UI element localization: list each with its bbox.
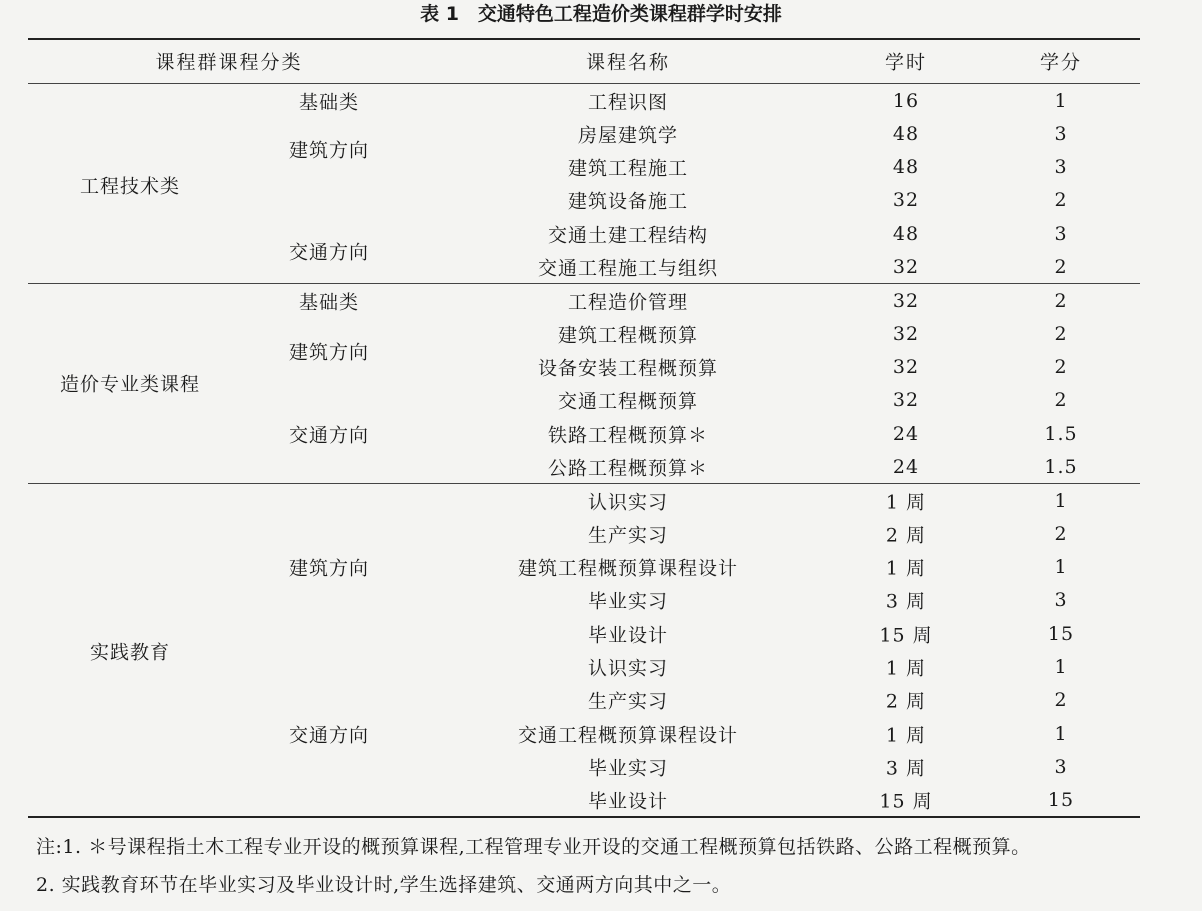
course-name-cell: 设备安装工程概预算 bbox=[537, 357, 719, 380]
hours-cell: 1 周 bbox=[885, 491, 927, 514]
course-name-cell: 毕业实习 bbox=[587, 590, 669, 613]
course-name-cell: 交通工程概预算 bbox=[557, 390, 699, 413]
credits-cell: 1.5 bbox=[1044, 423, 1078, 445]
course-name-cell: 工程造价管理 bbox=[567, 291, 689, 314]
hours-cell: 2 周 bbox=[885, 690, 927, 713]
bottom-rule bbox=[28, 816, 1140, 818]
group-label-practice-education: 实践教育 bbox=[89, 641, 171, 664]
credits-cell: 1 bbox=[1054, 556, 1068, 578]
hours-cell: 16 bbox=[892, 90, 920, 112]
hours-cell: 32 bbox=[892, 356, 920, 378]
hours-cell: 15 周 bbox=[879, 624, 933, 647]
table-note-2: 2. 实践教育环节在毕业实习及毕业设计时,学生选择建筑、交通两方向其中之一。 bbox=[36, 874, 732, 896]
course-name-cell: 房屋建筑学 bbox=[577, 124, 679, 147]
subgroup-label-transport: 交通方向 bbox=[288, 724, 370, 747]
credits-cell: 2 bbox=[1054, 689, 1068, 711]
credits-cell: 3 bbox=[1054, 223, 1068, 245]
hours-cell: 32 bbox=[892, 389, 920, 411]
credits-cell: 2 bbox=[1054, 189, 1068, 211]
top-rule bbox=[28, 38, 1140, 40]
course-name-cell: 工程识图 bbox=[587, 91, 669, 114]
credits-cell: 1 bbox=[1054, 723, 1068, 745]
course-name-cell: 生产实习 bbox=[587, 524, 669, 547]
credits-cell: 3 bbox=[1054, 756, 1068, 778]
hours-cell: 1 周 bbox=[885, 557, 927, 580]
table-note-1: 注:1. ＊号课程指土木工程专业开设的概预算课程,工程管理专业开设的交通工程概预算包括铁路、公路工程概预算。 bbox=[36, 836, 1031, 858]
group-label-cost-specialty: 造价专业类课程 bbox=[59, 373, 201, 396]
subgroup-label-transport: 交通方向 bbox=[288, 424, 370, 447]
hours-cell: 32 bbox=[892, 290, 920, 312]
group-label-engineering-technology: 工程技术类 bbox=[79, 175, 181, 198]
subgroup-label-building: 建筑方向 bbox=[288, 341, 370, 364]
hours-cell: 48 bbox=[892, 123, 920, 145]
header-hours: 学时 bbox=[884, 51, 928, 74]
credits-cell: 3 bbox=[1054, 589, 1068, 611]
credits-cell: 2 bbox=[1054, 389, 1068, 411]
credits-cell: 2 bbox=[1054, 523, 1068, 545]
credits-cell: 1.5 bbox=[1044, 456, 1078, 478]
hours-cell: 32 bbox=[892, 189, 920, 211]
subgroup-label-building: 建筑方向 bbox=[288, 557, 370, 580]
credits-cell: 2 bbox=[1054, 356, 1068, 378]
course-name-cell: 毕业实习 bbox=[587, 757, 669, 780]
hours-cell: 32 bbox=[892, 256, 920, 278]
hours-cell: 15 周 bbox=[879, 790, 933, 813]
credits-cell: 2 bbox=[1054, 323, 1068, 345]
course-name-cell: 交通土建工程结构 bbox=[547, 224, 709, 247]
hours-cell: 48 bbox=[892, 156, 920, 178]
hours-cell: 1 周 bbox=[885, 724, 927, 747]
credits-cell: 1 bbox=[1054, 490, 1068, 512]
header-category: 课程群课程分类 bbox=[155, 51, 303, 74]
header-course-name: 课程名称 bbox=[585, 51, 671, 74]
header-rule bbox=[28, 83, 1140, 84]
course-name-cell: 建筑设备施工 bbox=[567, 190, 689, 213]
credits-cell: 1 bbox=[1054, 656, 1068, 678]
course-name-cell: 铁路工程概预算＊ bbox=[547, 424, 709, 447]
hours-cell: 48 bbox=[892, 223, 920, 245]
hours-cell: 1 周 bbox=[885, 657, 927, 680]
subgroup-label-basic: 基础类 bbox=[298, 291, 360, 314]
course-name-cell: 建筑工程施工 bbox=[567, 157, 689, 180]
credits-cell: 3 bbox=[1054, 156, 1068, 178]
header-credits: 学分 bbox=[1039, 51, 1083, 74]
credits-cell: 2 bbox=[1054, 290, 1068, 312]
hours-cell: 32 bbox=[892, 323, 920, 345]
course-name-cell: 交通工程施工与组织 bbox=[537, 257, 719, 280]
hours-cell: 24 bbox=[892, 423, 920, 445]
group-divider-1 bbox=[28, 283, 1140, 284]
course-name-cell: 建筑工程概预算课程设计 bbox=[517, 557, 739, 580]
credits-cell: 3 bbox=[1054, 123, 1068, 145]
hours-cell: 24 bbox=[892, 456, 920, 478]
subgroup-label-building: 建筑方向 bbox=[288, 139, 370, 162]
course-name-cell: 认识实习 bbox=[587, 657, 669, 680]
credits-cell: 1 bbox=[1054, 90, 1068, 112]
course-name-cell: 公路工程概预算＊ bbox=[547, 457, 709, 480]
credits-cell: 15 bbox=[1047, 789, 1075, 811]
table-caption: 表 1 交通特色工程造价类课程群学时安排 bbox=[420, 3, 782, 25]
credits-cell: 2 bbox=[1054, 256, 1068, 278]
course-name-cell: 交通工程概预算课程设计 bbox=[517, 724, 739, 747]
subgroup-label-transport: 交通方向 bbox=[288, 241, 370, 264]
course-name-cell: 生产实习 bbox=[587, 690, 669, 713]
course-name-cell: 毕业设计 bbox=[587, 790, 669, 813]
course-name-cell: 认识实习 bbox=[587, 491, 669, 514]
group-divider-2 bbox=[28, 483, 1140, 484]
subgroup-label-basic: 基础类 bbox=[298, 91, 360, 114]
credits-cell: 15 bbox=[1047, 623, 1075, 645]
hours-cell: 3 周 bbox=[885, 590, 927, 613]
hours-cell: 2 周 bbox=[885, 524, 927, 547]
course-name-cell: 毕业设计 bbox=[587, 624, 669, 647]
course-name-cell: 建筑工程概预算 bbox=[557, 324, 699, 347]
hours-cell: 3 周 bbox=[885, 757, 927, 780]
